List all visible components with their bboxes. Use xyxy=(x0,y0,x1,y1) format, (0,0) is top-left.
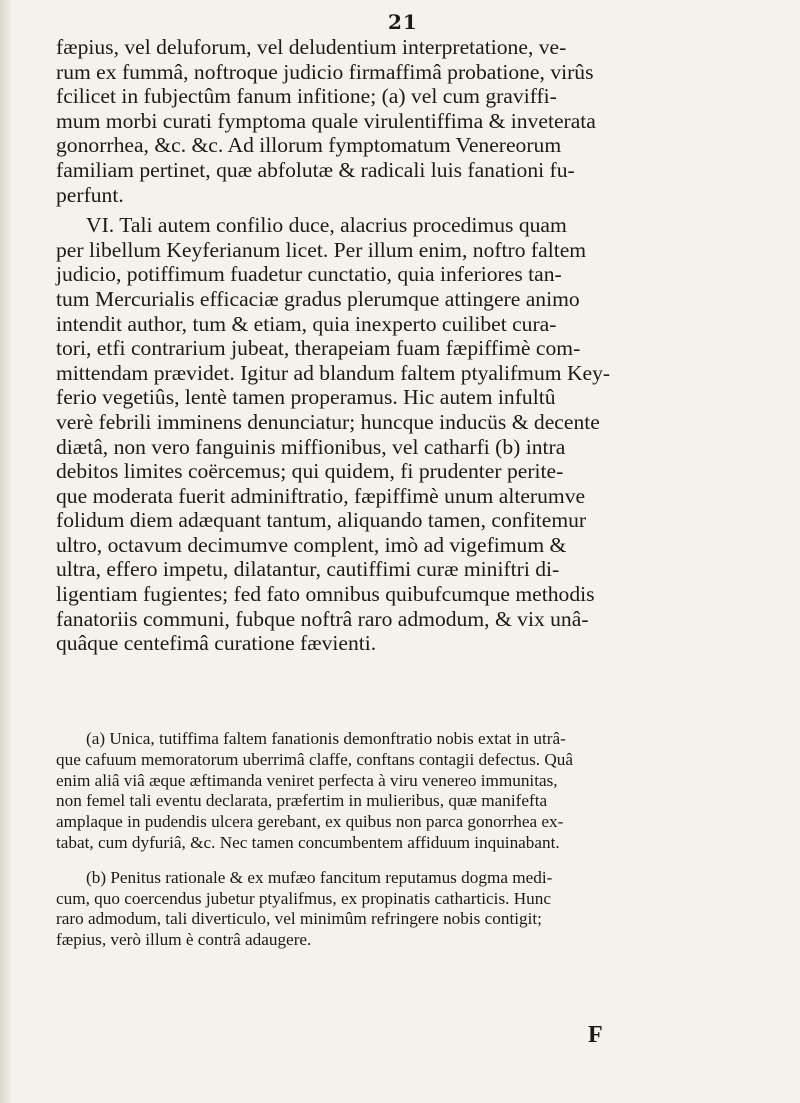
footnote-a-line: (a) Unica, tutiffima faltem fanationis demonftratio nobis extat in utrâ- xyxy=(86,729,566,748)
footnote-a-line: enim aliâ viâ æque æftimanda veniret perfecta à viru venereo immunitas, xyxy=(56,770,558,790)
main-text xyxy=(56,35,792,656)
text-line: fæpius, vel deluforum, vel deludentium interpretatione, ve- xyxy=(56,35,567,59)
footnote-a-line: tabat, cum dyfuriâ, &c. Nec tamen concumbentem affiduum inquinabant. xyxy=(56,832,560,852)
text-line: tum Mercurialis efficaciæ gradus plerumque attingere animo xyxy=(56,286,580,311)
text-line: ferio vegetiûs, lentè tamen properamus. Hic autem infultû xyxy=(56,385,556,410)
paragraph-heading-line: VI. Tali autem confilio duce, alacrius procedimus quam xyxy=(86,213,567,238)
text-line: folidum diem adæquant tantum, aliquando tamen, confitemur xyxy=(56,508,587,533)
text-line: judicio, potiffimum fuadetur cunctatio, quia inferiores tan- xyxy=(56,262,562,287)
footnote-b-line: (b) Penitus rationale & ex mufæo fancitum reputamus dogma medi- xyxy=(86,867,553,887)
text-line: debitos limites coërcemus; qui quidem, fi prudenter perite- xyxy=(56,459,564,484)
text-line: diætâ, non vero fanguinis miffionibus, vel catharfi (b) intra xyxy=(56,434,566,459)
text-line: mum morbi curati fymptoma quale virulentiffima & inveterata xyxy=(56,108,596,133)
footnote-b-line: cum, quo coercendus jubetur ptyalifmus, ex propinatis catharticis. Hunc xyxy=(56,888,551,908)
page-gutter-shadow xyxy=(0,0,12,1103)
text-line: rum ex fummâ, noftroque judicio firmaffimâ probatione, virûs xyxy=(56,59,594,84)
text-line: verè febrili imminens denunciatur; huncque inducüs & decente xyxy=(56,409,600,434)
text-line: intendit author, tum & etiam, quia inexperto cuilibet cura- xyxy=(56,311,557,336)
text-line: gonorrhea, &c. &c. Ad illorum fymptomatum Venereorum xyxy=(56,133,562,158)
page-number: 21 xyxy=(388,10,418,34)
signature-mark: F xyxy=(588,1022,603,1048)
text-line: mittendam prævidet. Igitur ad blandum faltem ptyalifmum Key- xyxy=(56,360,611,385)
footnote-b-line: fæpius, verò illum è contrâ adaugere. xyxy=(56,930,312,950)
footnote-b-line: raro admodum, tali diverticulo, vel minimûm refringere nobis contigit; xyxy=(56,909,542,929)
footnote-a-line: amplaque in pudendis ulcera gerebant, ex quibus non parca gonorrhea ex- xyxy=(56,812,564,832)
text-line: que moderata fuerit adminiftratio, fæpiffimè unum alterumve xyxy=(56,483,586,508)
text-line: fcilicet in fubjectûm fanum infitione; (a) vel cum graviffi- xyxy=(56,84,557,109)
footnotes xyxy=(56,729,792,951)
text-line: per libellum Keyferianum licet. Per illum enim, noftro faltem xyxy=(56,237,587,262)
text-line: fanatoriis communi, fubque noftrâ raro admodum, & vix unâ- xyxy=(56,606,589,631)
text-line: tori, etfi contrarium jubeat, therapeiam fuam fæpiffimè com- xyxy=(56,336,581,361)
text-line: perfunt. xyxy=(56,182,124,207)
text-line: ligentiam fugientes; fed fato omnibus quibufcumque methodis xyxy=(56,582,595,607)
text-line: ultro, octavum decimumve complent, imò ad vigefimum & xyxy=(56,532,567,557)
footnote-a-line: que cafuum memoratorum uberrimâ claffe, conftans contagii defectus. Quâ xyxy=(56,749,574,769)
text-line: quâque centefimâ curatione fævienti. xyxy=(56,631,377,656)
text-line: ultra, effero impetu, dilatantur, cautiffimi curæ miniftri di- xyxy=(56,557,560,582)
text-line: familiam pertinet, quæ abfolutæ & radicali luis fanationi fu- xyxy=(56,157,575,182)
footnote-a-line: non femel tali eventu declarata, præfertim in mulieribus, quæ manifefta xyxy=(56,791,548,811)
